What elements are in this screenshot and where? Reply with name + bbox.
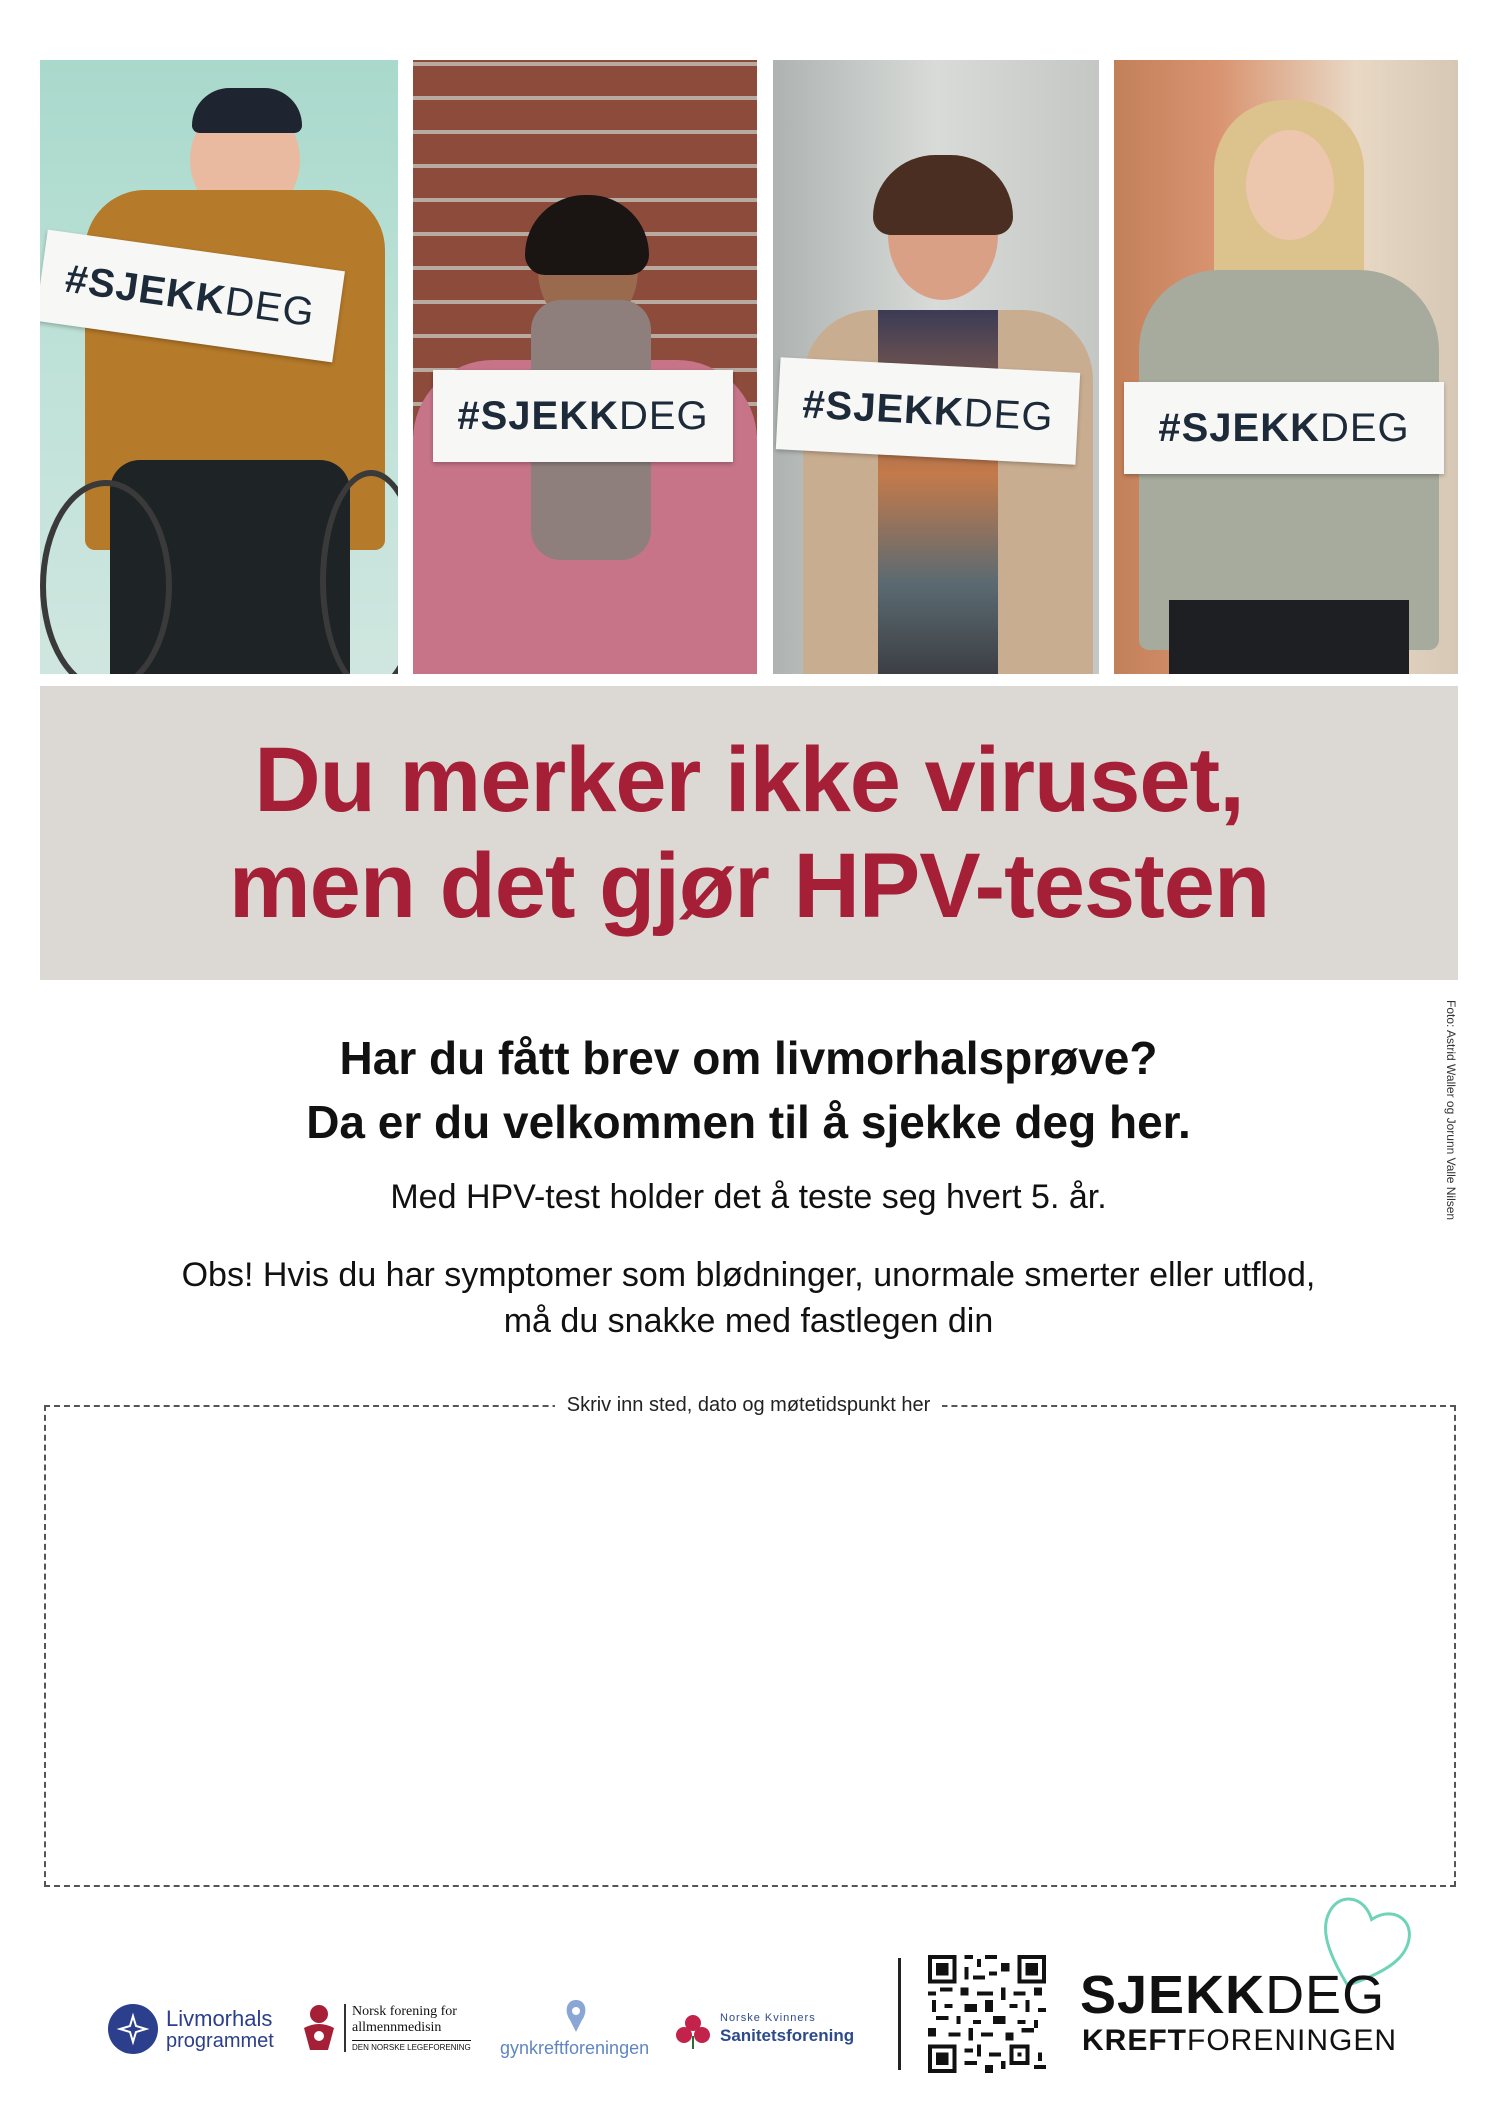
intro-question: Har du fått brev om livmorhalsprøve? [339, 1032, 1158, 1084]
sjekkdeg-wordmark: SJEKKDEG [1080, 1965, 1386, 2025]
intro-section [0, 1026, 1497, 1154]
qr-code[interactable] [928, 1955, 1046, 2073]
headline-line-2: men det gjør HPV-testen [228, 835, 1270, 937]
appointment-write-in-box[interactable] [44, 1405, 1456, 1887]
sjekkdeg-sign: #SJEKK DEG [433, 370, 733, 462]
warning-text [0, 1252, 1497, 1344]
intro-welcome: Da er du velkommen til å sjekke deg her. [306, 1096, 1191, 1148]
nks-logo: Norske Kvinners Sanitetsforening [674, 2008, 874, 2054]
photo-person-3 [773, 60, 1099, 674]
appointment-box-label: Skriv inn sted, dato og møtetidspunkt her [0, 1394, 1497, 1417]
photo-person-1 [40, 60, 398, 674]
sjekkdeg-sign: #SJEKK DEG [40, 230, 345, 363]
footer-divider [898, 1958, 901, 2070]
sjekkdeg-sign: #SJEKK DEG [776, 357, 1080, 465]
nfa-logo: Norsk forening for allmennmedisin DEN NORSKE LEGEFORENING [298, 2002, 488, 2062]
gynkreft-logo: gynkreftforeningen [500, 1998, 660, 2064]
warning-line-2: må du snakke med fastlegen din [503, 1302, 994, 1340]
interval-text: Med HPV-test holder det å teste seg hvert 5. år. [390, 1178, 1107, 1216]
livmorhals-emblem-icon [108, 2004, 158, 2054]
photo-person-4 [1114, 60, 1458, 674]
livmorhals-logo: Livmorhals programmet [108, 2004, 288, 2060]
gynkreft-emblem-icon [562, 1998, 590, 2034]
headline-line-1: Du merker ikke viruset, [254, 729, 1244, 831]
photo-person-2 [413, 60, 757, 674]
headline-band [40, 686, 1458, 980]
nks-clover-icon [674, 2012, 712, 2050]
warning-line-1: Obs! Hvis du har symptomer som blødninger, unormale smerter eller utflod, [181, 1256, 1316, 1294]
nfa-emblem-icon [298, 2002, 340, 2052]
sjekkdeg-logo [1080, 1888, 1440, 2058]
photo-credit: Foto: Astrid Waller og Jorunn Valle Nilsen [1444, 1000, 1458, 1221]
kreftforeningen-wordmark: KREFTFORENINGEN [1082, 2024, 1398, 2057]
sjekkdeg-sign: #SJEKK DEG [1124, 382, 1444, 474]
